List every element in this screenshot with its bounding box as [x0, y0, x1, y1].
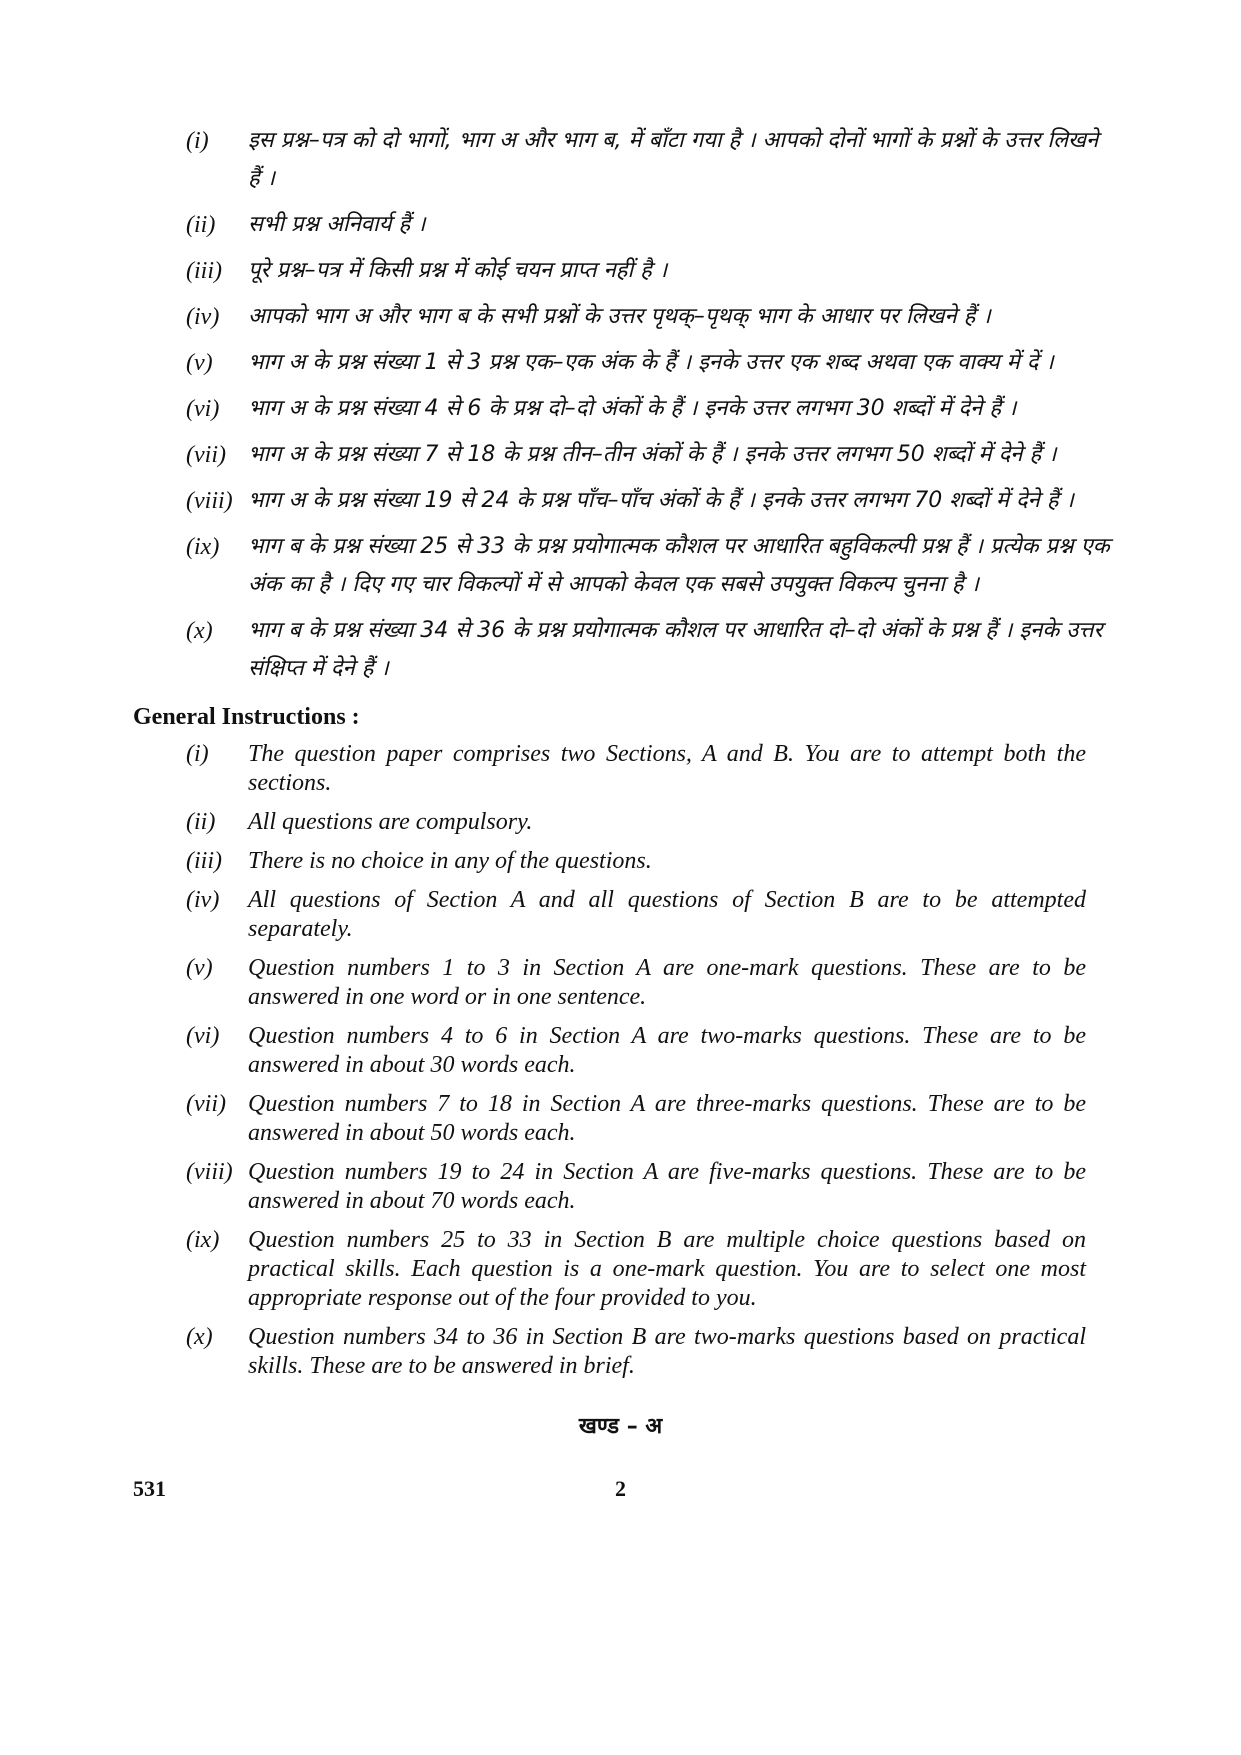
english-instruction-item [186, 886, 1086, 944]
item-text: भाग ब के प्रश्न संख्या 34 से 36 के प्रश्न प्रयोगात्मक कौशल पर आधारित दो–दो अंकों के प्रश्न हैं । इनके उत्तर संक्षिप्त में देने हैं । [248, 618, 1103, 681]
item-number: (ii) [186, 212, 216, 238]
item-number: (iii) [186, 848, 222, 874]
item-number: (viii) [186, 1159, 233, 1185]
item-text: पूरे प्रश्न–पत्र में किसी प्रश्न में कोई चयन प्राप्त नहीं है । [248, 258, 668, 283]
hindi-instruction-item [186, 298, 1116, 336]
hindi-instruction-item [186, 344, 1116, 382]
item-number: (i) [186, 128, 209, 154]
english-instruction-item [186, 740, 1086, 798]
item-text: All questions of Section A and all questions of Section B are to be attempted separately. [248, 887, 1086, 942]
item-text: Question numbers 1 to 3 in Section A are one-mark questions. These are to be answered in one word or in one sentence. [248, 955, 1086, 1010]
item-text: Question numbers 34 to 36 in Section B are two-marks questions based on practical skills. These are to be answered in brief. [248, 1324, 1086, 1379]
item-text: There is no choice in any of the questions. [248, 848, 652, 874]
page-number: 2 [615, 1476, 626, 1501]
hindi-instruction-item [186, 612, 1116, 688]
english-instruction-item [186, 954, 1086, 1012]
paper-code: 531 [133, 1476, 166, 1501]
item-text: Question numbers 25 to 33 in Section B are multiple choice questions based on practical skills. Each question is a one-mark question. You are to select one most appropriate response out of the four provided to you. [248, 1227, 1086, 1311]
item-number: (x) [186, 618, 213, 644]
item-text: आपको भाग अ और भाग ब के सभी प्रश्नों के उत्तर पृथक्–पृथक् भाग के आधार पर लिखने हैं । [248, 304, 991, 329]
hindi-instructions-list [186, 122, 1116, 696]
hindi-instruction-item [186, 122, 1116, 198]
english-instruction-item [186, 1226, 1086, 1313]
item-number: (vi) [186, 1023, 220, 1049]
item-text: All questions are compulsory. [248, 809, 533, 835]
item-text: सभी प्रश्न अनिवार्य हैं । [248, 212, 426, 237]
english-instruction-item [186, 1090, 1086, 1148]
item-number: (iv) [186, 887, 220, 913]
item-text: Question numbers 7 to 18 in Section A are three-marks questions. These are to be answered in about 50 words each. [248, 1091, 1086, 1146]
item-number: (x) [186, 1324, 213, 1350]
item-number: (iii) [186, 258, 222, 284]
general-instructions-heading: General Instructions : [133, 704, 360, 730]
item-text: इस प्रश्न–पत्र को दो भागों, भाग अ और भाग ब, में बाँटा गया है । आपको दोनों भागों के प्रश्नों के उत्तर लिखने हैं । [248, 128, 1099, 191]
item-number: (ii) [186, 809, 216, 835]
item-number: (vi) [186, 396, 220, 422]
hindi-instruction-item [186, 482, 1116, 520]
english-instruction-item [186, 847, 1086, 876]
item-number: (vii) [186, 442, 226, 468]
hindi-instruction-item [186, 436, 1116, 474]
item-text: भाग ब के प्रश्न संख्या 25 से 33 के प्रश्न प्रयोगात्मक कौशल पर आधारित बहुविकल्पी प्रश्न हैं । प्रत्येक प्रश्न एक अंक का है । दिए गए चार विकल्पों में से आपको केवल एक सबसे उपयुक्त विकल्प चुनना है । [248, 534, 1110, 597]
item-number: (iv) [186, 304, 220, 330]
english-instruction-item [186, 1158, 1086, 1216]
item-text: Question numbers 19 to 24 in Section A are five-marks questions. These are to be answered in about 70 words each. [248, 1159, 1086, 1214]
item-number: (ix) [186, 1227, 220, 1253]
item-number: (v) [186, 350, 213, 376]
hindi-instruction-item [186, 252, 1116, 290]
english-instruction-item [186, 1022, 1086, 1080]
hindi-instruction-item [186, 206, 1116, 244]
hindi-instruction-item [186, 528, 1116, 604]
item-number: (v) [186, 955, 213, 981]
item-text: भाग अ के प्रश्न संख्या 1 से 3 प्रश्न एक–एक अंक के हैं । इनके उत्तर एक शब्द अथवा एक वाक्य में दें । [248, 350, 1054, 375]
item-text: भाग अ के प्रश्न संख्या 4 से 6 के प्रश्न दो–दो अंकों के हैं । इनके उत्तर लगभग 30 शब्दों में देने हैं । [248, 396, 1017, 421]
item-number: (ix) [186, 534, 220, 560]
item-number: (i) [186, 741, 209, 767]
hindi-instruction-item [186, 390, 1116, 428]
english-instructions-list [186, 740, 1086, 1391]
section-label: खण्ड – अ [578, 1414, 663, 1439]
item-text: The question paper comprises two Sections, A and B. You are to attempt both the sections. [248, 741, 1086, 796]
item-text: Question numbers 4 to 6 in Section A are two-marks questions. These are to be answered in about 30 words each. [248, 1023, 1086, 1078]
item-text: भाग अ के प्रश्न संख्या 19 से 24 के प्रश्न पाँच–पाँच अंकों के हैं । इनके उत्तर लगभग 70 शब्दों में देने हैं । [248, 488, 1074, 513]
item-text: भाग अ के प्रश्न संख्या 7 से 18 के प्रश्न तीन–तीन अंकों के हैं । इनके उत्तर लगभग 50 शब्दों में देने हैं । [248, 442, 1057, 467]
item-number: (viii) [186, 488, 233, 514]
english-instruction-item [186, 808, 1086, 837]
english-instruction-item [186, 1323, 1086, 1381]
item-number: (vii) [186, 1091, 226, 1117]
